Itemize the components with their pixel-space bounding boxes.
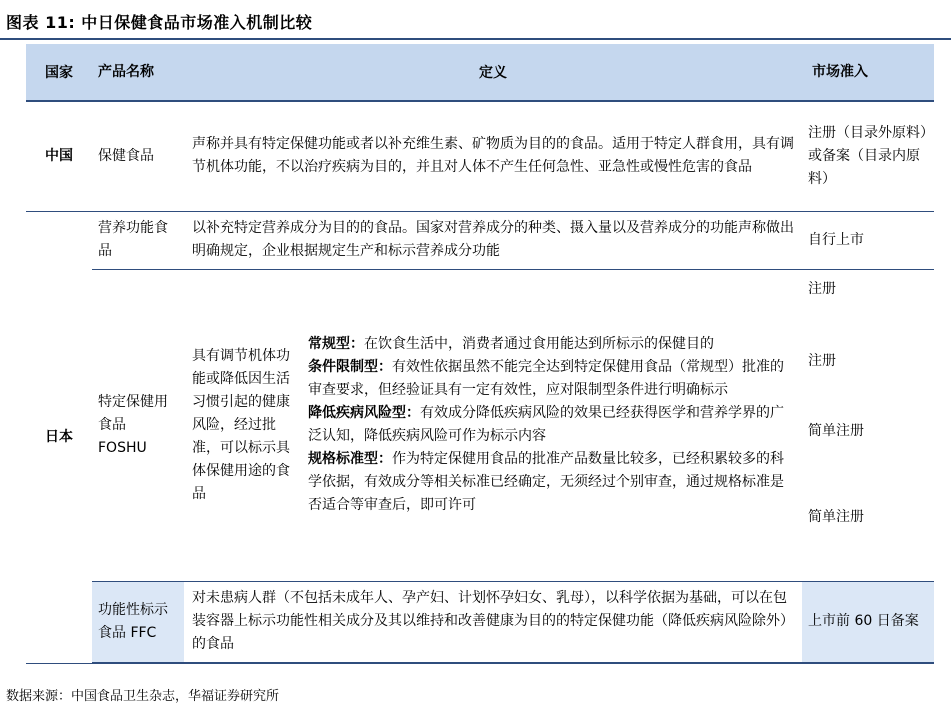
header-definition: 定义 <box>184 44 802 101</box>
japan-nutrition-row <box>26 211 934 269</box>
title-rule <box>0 38 951 40</box>
market-nutrition: 自行上市 <box>802 211 934 269</box>
header-country: 国家 <box>26 44 92 101</box>
market-foshu <box>802 269 934 581</box>
market-foshu-risk-reduction: 简单注册 <box>808 422 864 439</box>
header-product: 产品名称 <box>92 44 184 101</box>
china-row <box>26 101 934 211</box>
definition-ffc: 对未患病人群（不包括未成年人、孕产妇、计划怀孕妇女、乳母），以科学依据为基础，可以在包装容器上标示功能性相关成分及其以维持和改善健康为目的的特定保健功能（降低疾病风险除外）的食品 <box>184 581 802 663</box>
product-ffc: 功能性标示食品 FFC <box>92 581 184 663</box>
foshu-type-label: 降低疾病风险型： <box>308 405 420 421</box>
market-foshu-regular: 注册 <box>808 280 836 297</box>
japan-foshu-row <box>26 269 934 581</box>
header-row <box>26 44 934 101</box>
product-foshu-name: 特定保健用食品 <box>98 393 168 433</box>
comparison-table <box>26 44 934 664</box>
foshu-type-text: 有效性依据虽然不能完全达到特定保健用食品（常规型）批准的审查要求，但经验证具有一定有效性，应对限制型条件进行明确标示 <box>308 359 784 398</box>
foshu-type-regular <box>308 333 794 356</box>
foshu-type-label: 条件限制型： <box>308 359 392 375</box>
country-japan: 日本 <box>26 211 92 663</box>
foshu-types <box>300 269 802 581</box>
source-note: 数据来源：中国食品卫生杂志，华福证券研究所 <box>6 689 280 704</box>
market-foshu-conditional: 注册 <box>808 352 836 369</box>
foshu-type-text: 有效成分降低疾病风险的效果已经获得医学和营养学界的广泛认知，降低疾病风险可作为标示内容 <box>308 405 784 444</box>
product-foshu-code: FOSHU <box>98 439 147 456</box>
product-foshu <box>92 269 184 581</box>
market-ffc: 上市前 60 日备案 <box>802 581 934 663</box>
foshu-type-text: 在饮食生活中，消费者通过食用能达到所标示的保健目的 <box>364 336 714 352</box>
definition-china: 声称并具有特定保健功能或者以补充维生素、矿物质为目的的食品。适用于特定人群食用，具有调节机体功能，不以治疗疾病为目的，并且对人体不产生任何急性、亚急性或慢性危害的食品 <box>184 101 802 211</box>
foshu-type-label: 常规型： <box>308 336 364 352</box>
product-nutrition: 营养功能食品 <box>92 211 184 269</box>
header-market: 市场准入 <box>802 44 934 101</box>
market-china: 注册（目录外原料）或备案（目录内原料） <box>802 101 934 211</box>
product-china: 保健食品 <box>92 101 184 211</box>
foshu-type-label: 规格标准型： <box>308 451 392 467</box>
foshu-type-text: 作为特定保健用食品的批准产品数量比较多，已经积累较多的科学依据，有效成分等相关标准已经确定，无须经过个别审查，通过规格标准是否适合等审查后，即可许可 <box>308 451 784 513</box>
foshu-type-conditional <box>308 356 794 402</box>
country-china: 中国 <box>26 101 92 211</box>
foshu-type-risk-reduction <box>308 402 794 448</box>
figure-title: 图表 11: 中日保健食品市场准入机制比较 <box>6 13 313 32</box>
definition-nutrition: 以补充特定营养成分为目的的食品。国家对营养成分的种类、摄入量以及营养成分的功能声称做出明确规定，企业根据规定生产和标示营养成分功能 <box>184 211 802 269</box>
japan-ffc-row <box>26 581 934 663</box>
market-foshu-standard: 简单注册 <box>808 508 864 525</box>
definition-foshu: 具有调节机体功能或降低因生活习惯引起的健康风险，经过批准，可以标示具体保健用途的食品 <box>184 269 300 581</box>
foshu-type-standard <box>308 448 794 517</box>
